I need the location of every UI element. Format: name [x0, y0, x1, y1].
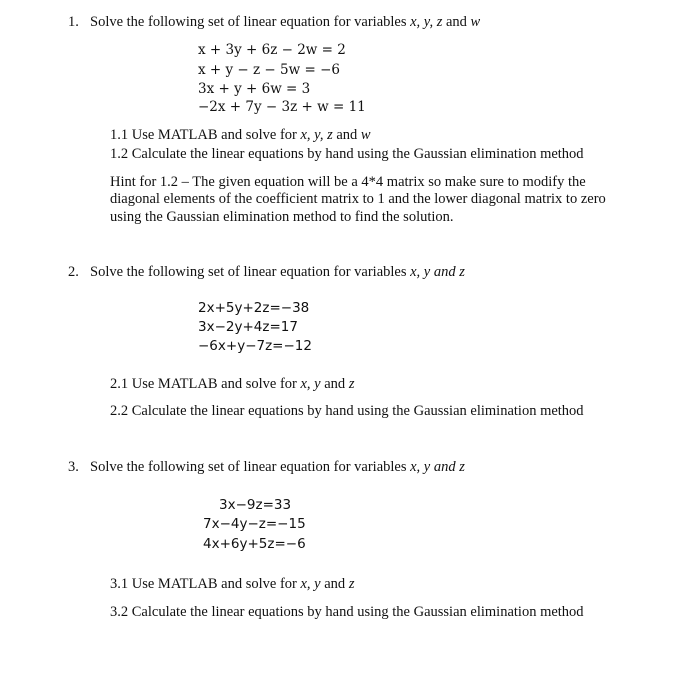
problem-number: 3. [68, 459, 79, 475]
equation: 3x + y + 6w = 3 [198, 81, 311, 97]
equation: 4x+6y+5z=−6 [203, 536, 306, 552]
equation: x + 3y + 6z − 2w = 2 [198, 42, 346, 58]
equation: −2x + 7y − 3z + w = 11 [198, 99, 366, 115]
equation: x + y − z − 5w = −6 [198, 62, 340, 78]
problem-statement: Solve the following set of linear equation for variables x, y and z [90, 264, 465, 280]
subtask: 3.2 Calculate the linear equations by hand using the Gaussian elimination method [110, 604, 584, 620]
equation: 3x−9z=33 [219, 497, 292, 513]
equation: 7x−4y−z=−15 [203, 516, 306, 532]
subtask: 3.1 Use MATLAB and solve for x, y and z [110, 576, 355, 592]
problem-statement: Solve the following set of linear equation for variables x, y, z and w [90, 14, 481, 30]
equation: 3x−2y+4z=17 [198, 319, 298, 335]
hint-line: diagonal elements of the coefficient matrix to 1 and the lower diagonal matrix to zero [110, 191, 606, 207]
subtask: 1.1 Use MATLAB and solve for x, y, z and w [110, 127, 371, 143]
problem-number: 1. [68, 14, 79, 30]
hint-line: using the Gaussian elimination method to find the solution. [110, 209, 454, 225]
hint-line: Hint for 1.2 – The given equation will be a 4*4 matrix so make sure to modify the [110, 174, 586, 190]
subtask: 2.1 Use MATLAB and solve for x, y and z [110, 376, 355, 392]
problem-statement: Solve the following set of linear equation for variables x, y and z [90, 459, 465, 475]
problem-number: 2. [68, 264, 79, 280]
subtask: 2.2 Calculate the linear equations by hand using the Gaussian elimination method [110, 403, 584, 419]
equation: −6x+y−7z=−12 [198, 338, 312, 354]
equation: 2x+5y+2z=−38 [198, 300, 310, 316]
subtask: 1.2 Calculate the linear equations by hand using the Gaussian elimination method [110, 146, 584, 162]
